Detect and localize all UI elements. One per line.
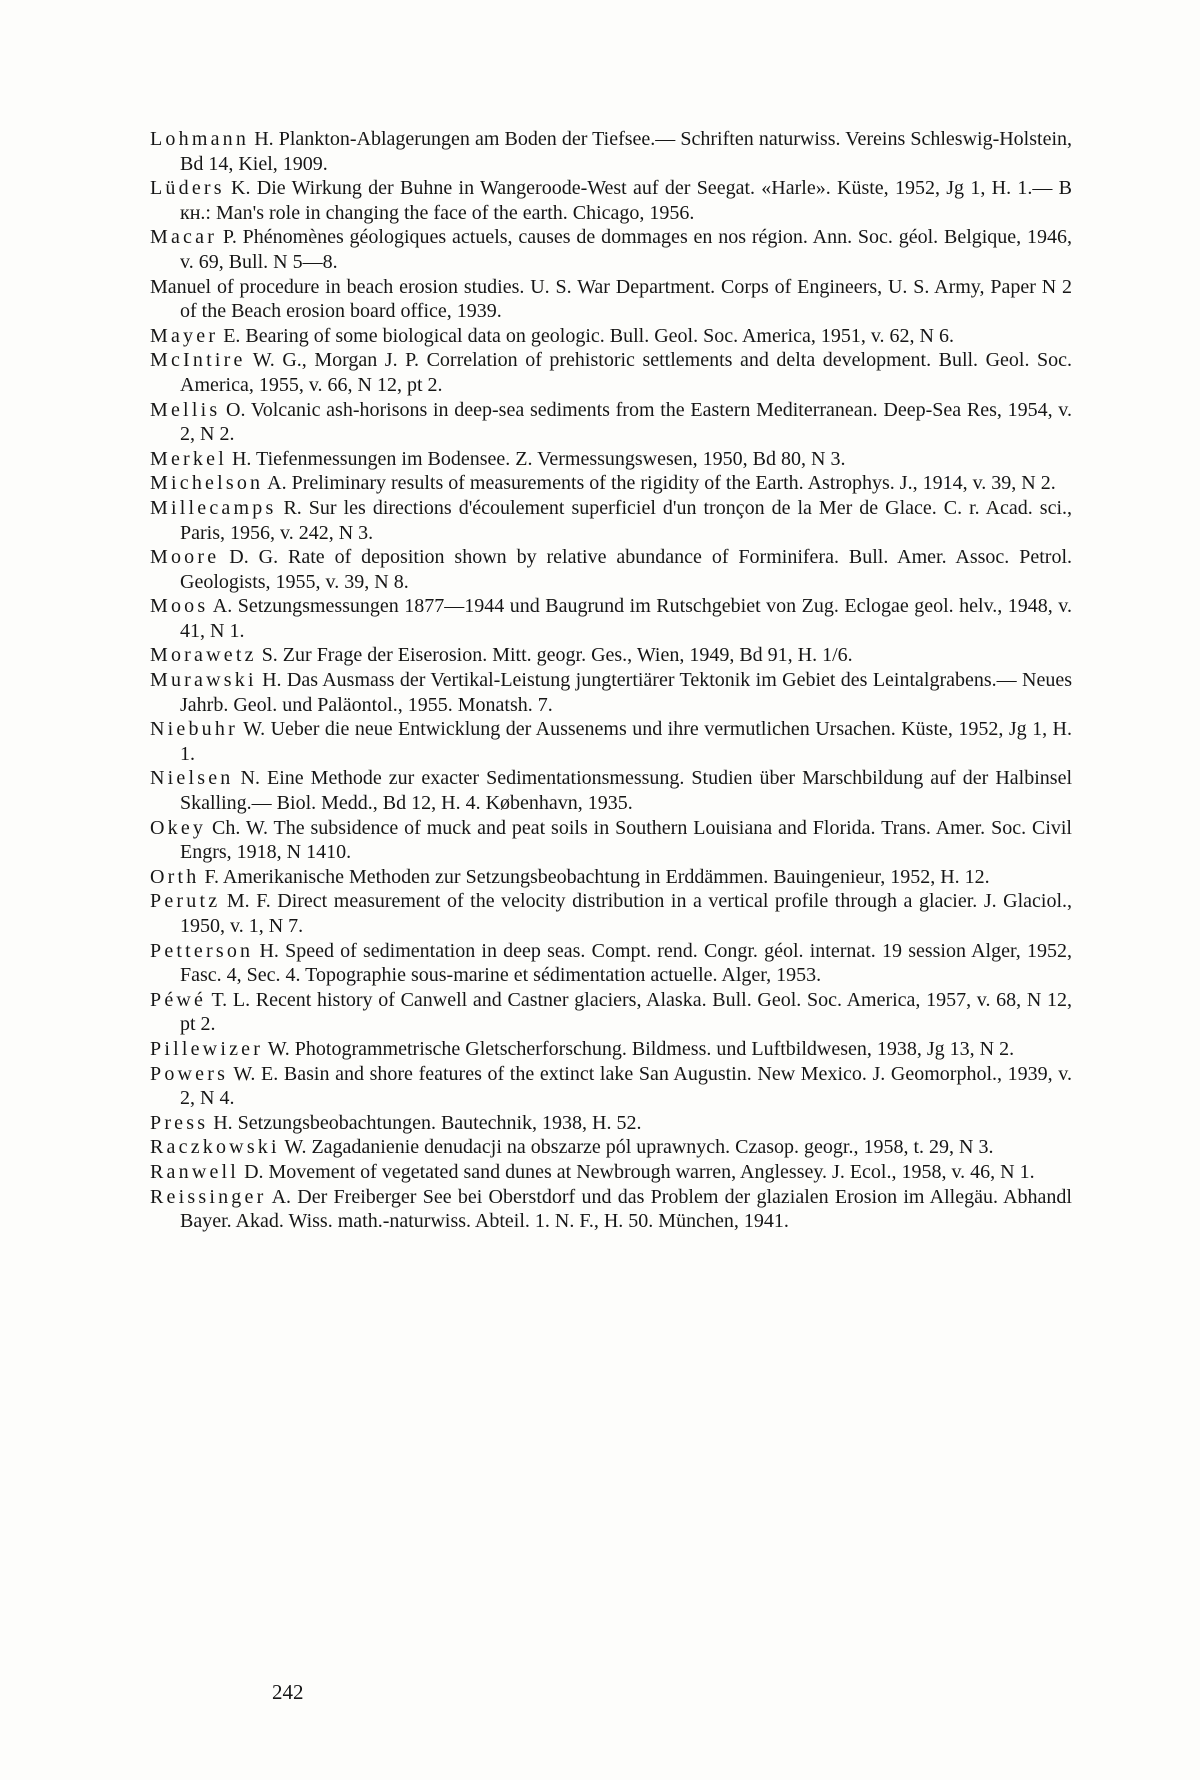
entry-text: W. G., Morgan J. P. Correlation of prehistoric settlements and delta development. Bull. Geol. Soc. America, 1955, v. 66, N 12, pt 2. xyxy=(180,349,1073,396)
entry-text: F. Amerikanische Methoden zur Setzungsbeobachtung in Erddämmen. Bauingenieur, 1952, H. 12. xyxy=(204,865,990,888)
entry-author: Reissinger xyxy=(150,1185,267,1208)
entry-text: D. Movement of vegetated sand dunes at Newbrough warren, Anglessey. J. Ecol., 1958, v. 46, N 1. xyxy=(244,1160,1035,1183)
bibliography-entry xyxy=(150,225,1072,274)
bibliography-entry xyxy=(150,176,1072,225)
entry-text: A. Setzungsmessungen 1877—1944 und Baugrund im Rutschgebiet von Zug. Eclogae geol. helv., 1948, v. 41, N 1. xyxy=(180,595,1072,642)
bibliography-entry xyxy=(150,1037,1072,1062)
entry-author: Petterson xyxy=(150,939,254,962)
entry-author: Murawski xyxy=(150,669,257,692)
entry-author: Raczkowski xyxy=(150,1136,280,1159)
bibliography-entry xyxy=(150,127,1072,176)
entry-text: A. Preliminary results of measurements of the rigidity of the Earth. Astrophys. J., 1914, v. 39, N 2. xyxy=(267,472,1056,495)
entry-author: Péwé xyxy=(150,988,207,1011)
entry-text: R. Sur les directions d'écoulement superficiel d'un tronçon de la Mer de Glace. C. r. Acad. sci., Paris, 1956, v. 242, N 3. xyxy=(180,496,1073,544)
entry-text: Manuel of procedure in beach erosion studies. U. S. War Department. Corps of Engineers, U. S. Army, Paper N 2 of the Beach erosion board office, 1939. xyxy=(150,275,1072,323)
entry-text: H. Das Ausmass der Vertikal-Leistung jungtertiärer Tektonik im Gebiet des Leintalgrabens.— Neues Jahrb. Geol. und Paläontol., 1955. Monatsh. 7. xyxy=(180,669,1072,716)
bibliography-entry xyxy=(150,766,1072,815)
entry-text: H. Plankton-Ablagerungen am Boden der Tiefsee.— Schriften naturwiss. Vereins Schleswig-Holstein, Bd 14, Kiel, 1909. xyxy=(180,128,1073,175)
bibliography-entry xyxy=(150,398,1072,447)
bibliography-entry xyxy=(150,865,1072,890)
entry-author: Morawetz xyxy=(150,644,257,667)
entry-text: A. Der Freiberger See bei Oberstdorf und das Problem der glazialen Erosion im Allegäu. Abhandl Bayer. Akad. Wiss. math.-naturwiss. Abteil. 1. N. F., H. 50. München, 1941. xyxy=(180,1185,1072,1233)
bibliography-entry xyxy=(150,643,1072,668)
entry-text: N. Eine Methode zur exacter Sedimentationsmessung. Studien über Marschbildung auf der Halbinsel Skalling.— Biol. Medd., Bd 12, H. 4. København, 1935. xyxy=(180,767,1072,815)
entry-author: Mellis xyxy=(150,398,221,421)
bibliography-list xyxy=(150,127,1072,1234)
entry-author: Pillewizer xyxy=(150,1037,264,1060)
entry-author: Lüders xyxy=(150,177,225,200)
entry-author: Moore xyxy=(150,546,220,569)
entry-author: Lohmann xyxy=(150,128,250,150)
entry-text: T. L. Recent history of Canwell and Castner glaciers, Alaska. Bull. Geol. Soc. America, 1957, v. 68, N 12, pt 2. xyxy=(180,988,1072,1036)
entry-text: D. G. Rate of deposition shown by relative abundance of Forminifera. Bull. Amer. Assoc. Petrol. Geologists, 1955, v. 39, N 8. xyxy=(180,546,1073,593)
bibliography-entry xyxy=(150,988,1072,1037)
entry-author: Mayer xyxy=(150,324,219,347)
bibliography-entry xyxy=(150,348,1072,397)
entry-author: McIntire xyxy=(150,349,246,372)
entry-author: Ranwell xyxy=(150,1160,240,1183)
entry-author: Niebuhr xyxy=(150,718,238,741)
entry-text: Ch. W. The subsidence of muck and peat soils in Southern Louisiana and Florida. Trans. Amer. Soc. Civil Engrs, 1918, N 1410. xyxy=(180,816,1072,864)
bibliography-entry xyxy=(150,939,1072,988)
entry-text: W. E. Basin and shore features of the extinct lake San Augustin. New Mexico. J. Geomorphol., 1939, v. 2, N 4. xyxy=(180,1062,1072,1110)
entry-text: W. Ueber die neue Entwicklung der Aussenems und ihre vermutlichen Ursachen. Küste, 1952, Jg 1, H. 1. xyxy=(180,718,1072,765)
entry-author: Nielsen xyxy=(150,767,234,790)
page-number: 242 xyxy=(272,1680,304,1704)
entry-text: O. Volcanic ash-horisons in deep-sea sediments from the Eastern Mediterranean. Deep-Sea Res, 1954, v. 2, N 2. xyxy=(180,398,1072,446)
entry-author: Press xyxy=(150,1111,209,1134)
entry-author: Moos xyxy=(150,595,209,618)
entry-author: Powers xyxy=(150,1062,229,1085)
bibliography-entry xyxy=(150,1160,1072,1185)
entry-text: P. Phénomènes géologiques actuels, causes de dommages en nos région. Ann. Soc. géol. Belgique, 1946, v. 69, Bull. N 5—8. xyxy=(180,226,1073,273)
entry-text: H. Setzungsbeobachtungen. Bautechnik, 1938, H. 52. xyxy=(213,1111,642,1134)
entry-author: Orth xyxy=(150,865,200,888)
entry-text: H. Tiefenmessungen im Bodensee. Z. Vermessungswesen, 1950, Bd 80, N 3. xyxy=(231,447,846,470)
bibliography-entry xyxy=(150,496,1072,545)
bibliography-entry xyxy=(150,471,1072,496)
bibliography-entry xyxy=(150,1185,1072,1234)
entry-author: Macar xyxy=(150,226,218,249)
bibliography-entry xyxy=(150,545,1072,594)
entry-author: Millecamps xyxy=(150,496,277,519)
entry-author: Perutz xyxy=(150,890,221,913)
bibliography-entry xyxy=(150,594,1072,643)
entry-text: H. Speed of sedimentation in deep seas. Compt. rend. Congr. géol. internat. 19 session Alger, 1952, Fasc. 4, Sec. 4. Topographie sous-marine et sédimentation actuelle. Alger, 1953. xyxy=(180,939,1072,987)
bibliography-entry xyxy=(150,889,1072,938)
bibliography-entry xyxy=(150,717,1072,766)
bibliography-entry xyxy=(150,1111,1072,1136)
entry-author: Merkel xyxy=(150,447,227,470)
entry-text: K. Die Wirkung der Buhne in Wangeroode-West auf der Seegat. «Harle». Küste, 1952, Jg 1, H. 1.— B кн.: Man's role in changing the face of the earth. Chicago, 1956. xyxy=(180,177,1072,224)
bibliography-entry xyxy=(150,1062,1072,1111)
entry-text: W. Zagadanienie denudacji na obszarze pól uprawnych. Czasop. geogr., 1958, t. 29, N 3. xyxy=(284,1136,994,1159)
entry-author: Michelson xyxy=(150,472,264,495)
entry-text: M. F. Direct measurement of the velocity distribution in a vertical profile through a glacier. J. Glaciol., 1950, v. 1, N 7. xyxy=(180,890,1073,937)
entry-author: Okey xyxy=(150,816,207,839)
bibliography-entry xyxy=(150,816,1072,865)
entry-text: E. Bearing of some biological data on geologic. Bull. Geol. Soc. America, 1951, v. 62, N 6. xyxy=(223,324,954,347)
entry-text: S. Zur Frage der Eiserosion. Mitt. geogr. Ges., Wien, 1949, Bd 91, H. 1/6. xyxy=(261,644,853,667)
bibliography-entry xyxy=(150,447,1072,472)
bibliography-entry xyxy=(150,324,1072,349)
entry-text: W. Photogrammetrische Gletscherforschung. Bildmess. und Luftbildwesen, 1938, Jg 13, N 2. xyxy=(267,1037,1015,1060)
bibliography-entry xyxy=(150,275,1072,324)
bibliography-entry xyxy=(150,1135,1072,1160)
bibliography-entry xyxy=(150,668,1072,717)
